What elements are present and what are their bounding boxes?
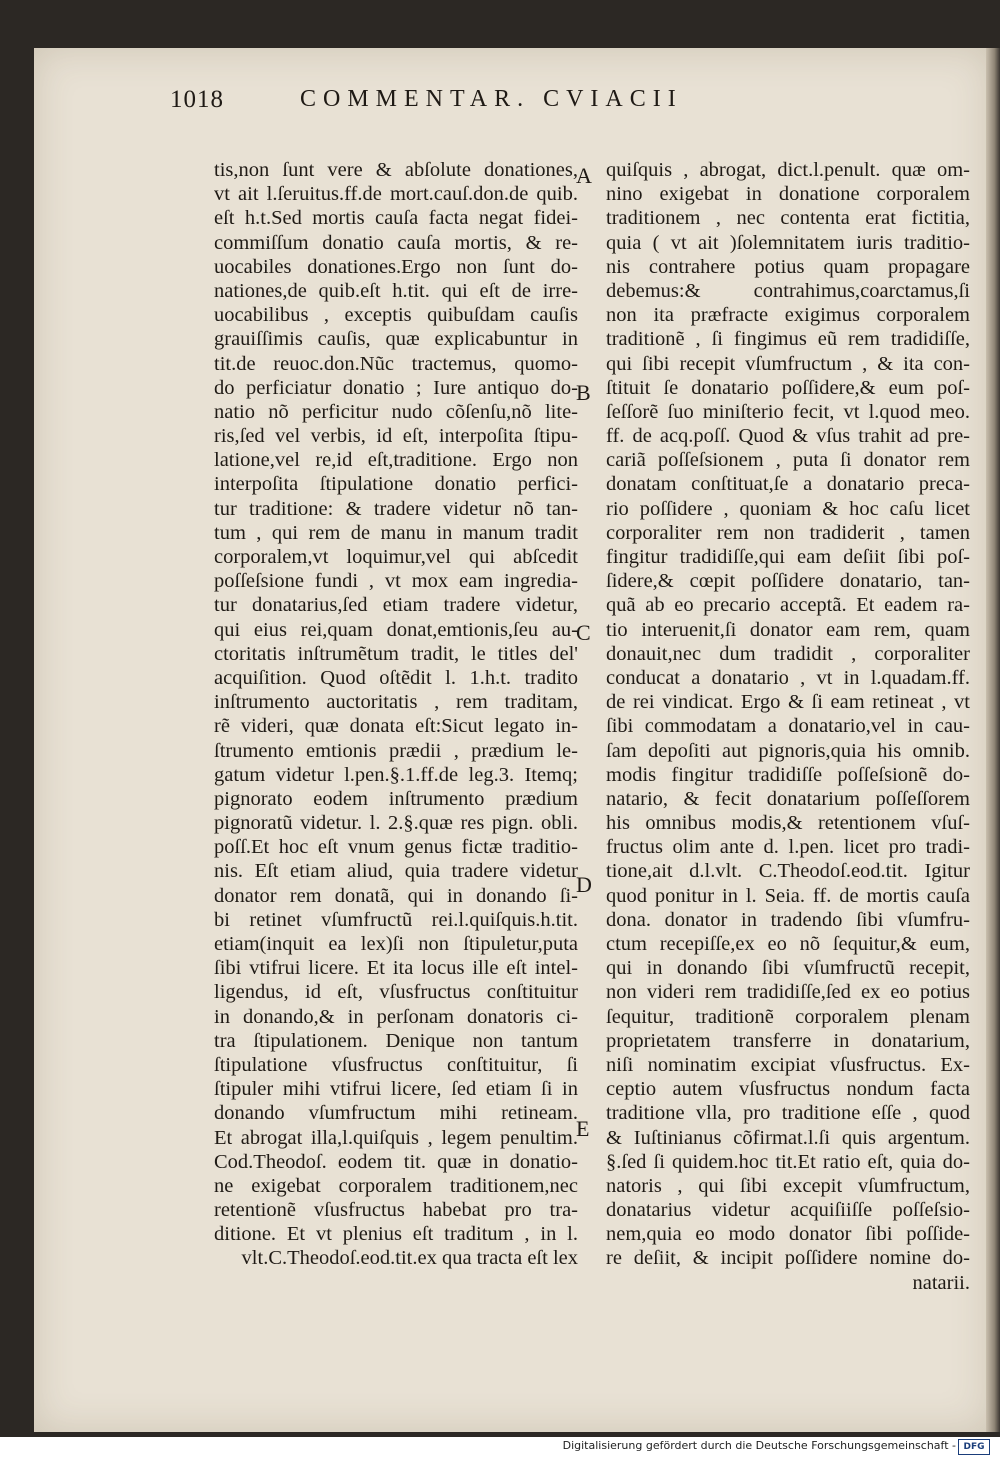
text-line: his omnibus modis,& retentionem vſuſ- (606, 812, 970, 835)
text-line: quiſquis , abrogat, dict.l.penult. quæ om- (606, 159, 970, 181)
text-line: Et abrogat illa,l.quiſquis , legem penultim. (214, 1126, 578, 1149)
text-line: cariã poſſeſsionem , puta ſi donator rem (606, 449, 970, 472)
text-line: quod ponitur in l. Seia. ff. de mortis cauſa (606, 884, 970, 907)
text-line: tis,non ſunt vere & abſolute donationes, (214, 159, 578, 181)
text-line: ceptio autem vſusfructus nondum facta (606, 1078, 970, 1101)
text-line: eſt h.t.Sed mortis cauſa facta negat fidei- (214, 207, 578, 230)
text-line: donando vſumfructum mihi retineam. (214, 1102, 578, 1125)
text-line: retentionẽ vſusfructus habebat pro tra- (214, 1199, 578, 1222)
text-line: vt ait l.ſeruitus.ff.de mort.cauſ.don.de quib. (214, 183, 578, 206)
text-line: proprietatem transferre in donatarium, (606, 1029, 970, 1052)
text-line: ſibi vtifrui licere. Et ita locus ille eſt intel- (214, 957, 578, 980)
text-line: natoris , qui ſibi excepit vſumfructum, (606, 1174, 970, 1197)
text-line: tione,ait d.l.vlt. C.Theodoſ.eod.tit. Igitur (606, 860, 970, 883)
text-line: tio interuenit,ſi donator eam rem, quam (606, 618, 970, 641)
text-line: poſſ.Et hoc eſt vnum genus fictæ traditio- (214, 836, 578, 859)
dfg-logo: DFG (958, 1439, 990, 1455)
text-line: nationes,de quib.eſt h.tit. qui eſt de irre- (214, 279, 578, 302)
text-line: corporaliter rem non tradiderit , tamen (606, 521, 970, 544)
text-line: ſtipuler mihi vtifrui licere, ſed etiam ſi in (214, 1078, 578, 1101)
right-text-column (606, 158, 970, 1295)
text-line: inſtrumento auctoritatis , rem traditam, (214, 691, 578, 714)
text-line: ditione. Et vt plenius eſt traditum , in l. (214, 1223, 578, 1246)
text-line: donauit,nec dum tradidit , corporaliter (606, 642, 970, 665)
text-line: rio poſſidere , quoniam & hoc caſu licet (606, 497, 970, 520)
text-line: tra ſtipulationem. Denique non tantum (214, 1029, 578, 1052)
text-line: ſam depoſiti aut pignoris,quia his omnib. (606, 739, 970, 762)
text-line: bi retinet vſumfructũ rei.l.quiſquis.h.tit. (214, 908, 578, 931)
text-line: niſi nominatim excipiat vſusfructus. Ex- (606, 1053, 970, 1076)
text-line: traditionem , nec contenta erat fictitia, (606, 207, 970, 230)
text-line: rẽ videri, quæ donata eſt:Sicut legato in- (214, 715, 578, 738)
text-line: modis fingitur tradidiſſe poſſeſsionẽ do- (606, 763, 970, 786)
page-number: 1018 (170, 86, 224, 113)
left-text-column (214, 158, 578, 1271)
text-line: vlt.C.Theodoſ.eod.tit.ex qua tracta eſt lex (241, 1247, 578, 1270)
text-line: uocabiles donationes.Ergo non ſunt do- (214, 255, 578, 278)
text-line: uocabilibus , exceptis quibuſdam cauſis (214, 304, 578, 327)
text-line: etiam(inquit ea lex)ſi non ſtipuletur,puta (214, 933, 578, 955)
text-line: Cod.Theodoſ. eodem tit. quæ in donatio- (214, 1150, 578, 1173)
text-line: do perficiatur donatio ; Iure antiquo do- (214, 376, 578, 399)
text-line: ſtituit ſe donatario poſſidere,& eum poſ- (606, 376, 970, 399)
running-title: COMMENTAR. CVIACII (300, 86, 683, 112)
text-line: non videri rem tradidiſſe,ſed ex eo potius (606, 981, 970, 1004)
text-line: natarii. (912, 1271, 970, 1294)
text-line: quia ( vt ait )ſolemnitatem iuris traditio- (606, 231, 970, 254)
text-line: tit.de reuoc.don.Nũc tractemus, quomo- (214, 352, 578, 375)
text-line: nis contrahere potius quam propagare (606, 255, 970, 278)
text-line: nis. Eſt etiam aliud, quia tradere videtur (214, 860, 578, 883)
text-line: tur donatarius,ſed etiam tradere videtur, (214, 594, 578, 617)
text-line: ctoritatis inſtrumẽtum tradit, le titles del' (214, 642, 578, 665)
text-line: grauiſſimis cauſis, quæ explicabuntur in (214, 328, 578, 351)
text-line: conducat a donatario , vt in l.quadam.ff. (606, 666, 970, 689)
text-line: ſibi commodatam a donatario,vel in cau- (606, 715, 970, 738)
text-line: traditione vlla, pro traditione eſſe , quod (606, 1102, 970, 1125)
text-line: ris,ſed vel verbis, id eſt, interpoſita ſtipu- (214, 425, 578, 448)
text-line: qui in donando ſibi vſumfructũ recepit, (606, 957, 970, 980)
text-line: fingitur tradidiſſe,qui eam deſiit ſibi poſ- (606, 546, 970, 568)
text-line: §.ſed ſi quidem.hoc tit.Et ratio eſt, quia do- (606, 1150, 970, 1173)
text-line: natario, & fecit donatarium poſſeſſorem (606, 787, 970, 810)
text-line: quã ab eo precario acceptã. Et eadem ra- (606, 594, 970, 617)
text-line: debemus:& contrahimus,coarctamus,ſi (606, 279, 970, 302)
text-line: ſequitur, traditionẽ corporalem plenam (606, 1005, 970, 1028)
text-line: nino exigebat in donatione corporalem (606, 183, 970, 206)
text-line: traditionẽ , ſi fingimus eũ rem tradidiſſe, (606, 328, 970, 351)
text-line: ſtrumento emtionis prædii , prædium le- (214, 739, 578, 762)
text-line: de rei vindicat. Ergo & ſi eam retineat , vt (606, 691, 970, 714)
marginal-letter-a: A (576, 163, 592, 188)
text-line: commiſſum donatio cauſa mortis, & re- (214, 231, 578, 254)
text-line: ſidere,& cœpit poſſidere donatario, tan- (606, 570, 970, 593)
text-line: ne exigebat corporalem traditionem,nec (214, 1174, 578, 1197)
text-line: nem,quia eo modo donator ſibi poſſide- (606, 1223, 970, 1246)
text-line: tur traditione: & tradere videtur nõ tan- (214, 497, 578, 520)
page-edge (986, 48, 1000, 1432)
text-line: in donando,& in perſonam donatoris ci- (214, 1005, 578, 1028)
text-line: acquiſition. Quod oſtẽdit l. 1.h.t. tradito (214, 666, 578, 689)
text-line: latione,vel re,id eſt,traditione. Ergo non (214, 449, 578, 472)
text-line: tum , qui rem de manu in manum tradit (214, 521, 578, 544)
running-head (170, 84, 790, 120)
footer-bar (0, 1437, 1000, 1457)
text-line: donator rem donatã, qui in donando ſi- (214, 884, 578, 907)
text-line: ligendus, id eſt, vſusfructus conſtituitur (214, 981, 578, 1004)
text-line: qui ſibi recepit vſumfructum , & ita con- (606, 352, 970, 375)
text-line: non ita præfracte exigimus corporalem (606, 304, 970, 327)
marginal-letter-c: C (576, 620, 591, 645)
text-line: ſtipulatione vſusfructus conſtituitur, ſi (214, 1053, 578, 1076)
text-line: donatam conſtituat,ſe a donatario preca- (606, 473, 970, 496)
text-line: natio nõ perficitur nudo cõſenſu,nõ lite- (214, 400, 578, 423)
marginal-letter-b: B (576, 380, 591, 405)
text-line: interpoſita ſtipulatione donatio perfici- (214, 473, 578, 496)
marginal-letter-d: D (576, 872, 592, 897)
text-line: gatum videtur l.pen.§.1.ff.de leg.3. Itemq; (214, 763, 578, 786)
text-line: ff. de acq.poſſ. Quod & vſus trahit ad pre- (606, 425, 970, 448)
text-line: dona. donator in tradendo ſibi vſumfru- (606, 908, 970, 931)
text-line: corporalem,vt loquimur,vel qui abſcedit (214, 546, 578, 568)
text-line: ſeſſorẽ ſuo miniſterio fecit, vt l.quod meo. (606, 400, 970, 423)
text-line: ctum recepiſſe,ex eo nõ ſequitur,& eum, (606, 933, 970, 955)
text-line: fructus olim ante d. l.pen. licet pro tradi- (606, 836, 970, 859)
funding-credit: Digitalisierung gefördert durch die Deutsche Forschungsgemeinschaft - (562, 1439, 956, 1452)
marginal-letter-e: E (576, 1116, 590, 1141)
text-line: poſſeſsione fundi , vt mox eam ingredia- (214, 570, 578, 593)
text-line: pignoratũ videtur. l. 2.§.quæ res pign. obli. (214, 812, 578, 835)
text-line: donatarius videtur acquiſiiſſe poſſeſsio- (606, 1199, 970, 1222)
text-line: qui eius rei,quam donat,emtionis,ſeu au- (214, 618, 578, 641)
text-line: & Iuſtinianus cõfirmat.l.ſi quis argentum. (606, 1126, 970, 1149)
text-line: pignorato eodem inſtrumento prædium (214, 787, 578, 810)
text-line: re deſiit, & incipit poſſidere nomine do- (606, 1247, 970, 1270)
